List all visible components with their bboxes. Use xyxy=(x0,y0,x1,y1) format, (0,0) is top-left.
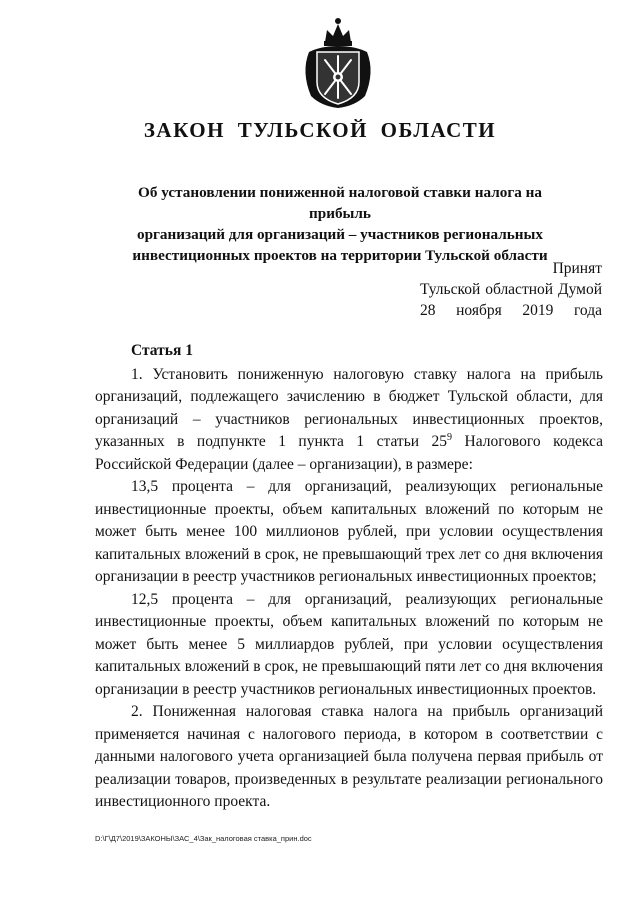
law-subtitle xyxy=(110,182,570,266)
article-body xyxy=(95,340,603,814)
article-paragraph-3: 12,5 процента – для организаций, реализующих региональные инвестиционные проекты, объем капитальных вложений по которым не может быть менее 5 миллиардов рублей, при условии осуществления капитальных вложений в срок, не превышающий пяти лет со дня включения организации в реестр участников региональных инвестиционных проектов. xyxy=(95,590,603,698)
subtitle-line: Об установлении пониженной налоговой ставки налога на прибыль xyxy=(138,184,542,222)
file-path-footer: D:\Г\Д7\2019\ЗАКОНЫ\ЗАС_4\Зак_налоговая ставка_прин.doc xyxy=(95,834,312,843)
paragraph-text: 1. Установить пониженную налоговую ставку налога на прибыль организаций, подлежащего зачислению в бюджет Тульской области, для организаций – участников региональных инвестиционных проектов, указанных в подпункте 1 пункта 1 статьи 25 xyxy=(95,365,603,450)
article-paragraph-1 xyxy=(95,364,603,477)
adoption-block xyxy=(420,258,602,321)
paragraph-text: Налогового кодекса Российской Федерации (далее – организации), в размере: xyxy=(95,433,603,473)
adoption-line-accepted: Принят xyxy=(552,260,602,277)
coat-of-arms-icon xyxy=(295,12,381,110)
adoption-line-duma: Тульской областной Думой xyxy=(420,281,602,298)
adoption-line-date: 28 ноября 2019 года xyxy=(420,302,602,319)
article-title: Статья 1 xyxy=(131,342,193,359)
superscript-article-number: 9 xyxy=(447,431,453,443)
subtitle-line: инвестиционных проектов на территории Тульской области xyxy=(132,247,548,264)
subtitle-line: организаций для организаций – участников региональных xyxy=(136,226,544,243)
article-paragraph-4: 2. Пониженная налоговая ставка налога на прибыль организаций применяется начиная с налогового периода, в котором в соответствии с данными налогового учета организацией была получена первая прибыль от реализации товаров, произведенных в результате реализации регионального инвестиционного проекта. xyxy=(95,703,603,810)
law-title: ЗАКОН ТУЛЬСКОЙ ОБЛАСТИ xyxy=(143,118,497,142)
article-paragraph-2: 13,5 процента – для организаций, реализующих региональные инвестиционные проекты, объем капитальных вложений по которым не может быть менее 100 миллионов рублей, при условии осуществления капитальных вложений в срок, не превышающий трех лет со дня включения организации в реестр участников региональных инвестиционных проектов; xyxy=(95,478,603,585)
